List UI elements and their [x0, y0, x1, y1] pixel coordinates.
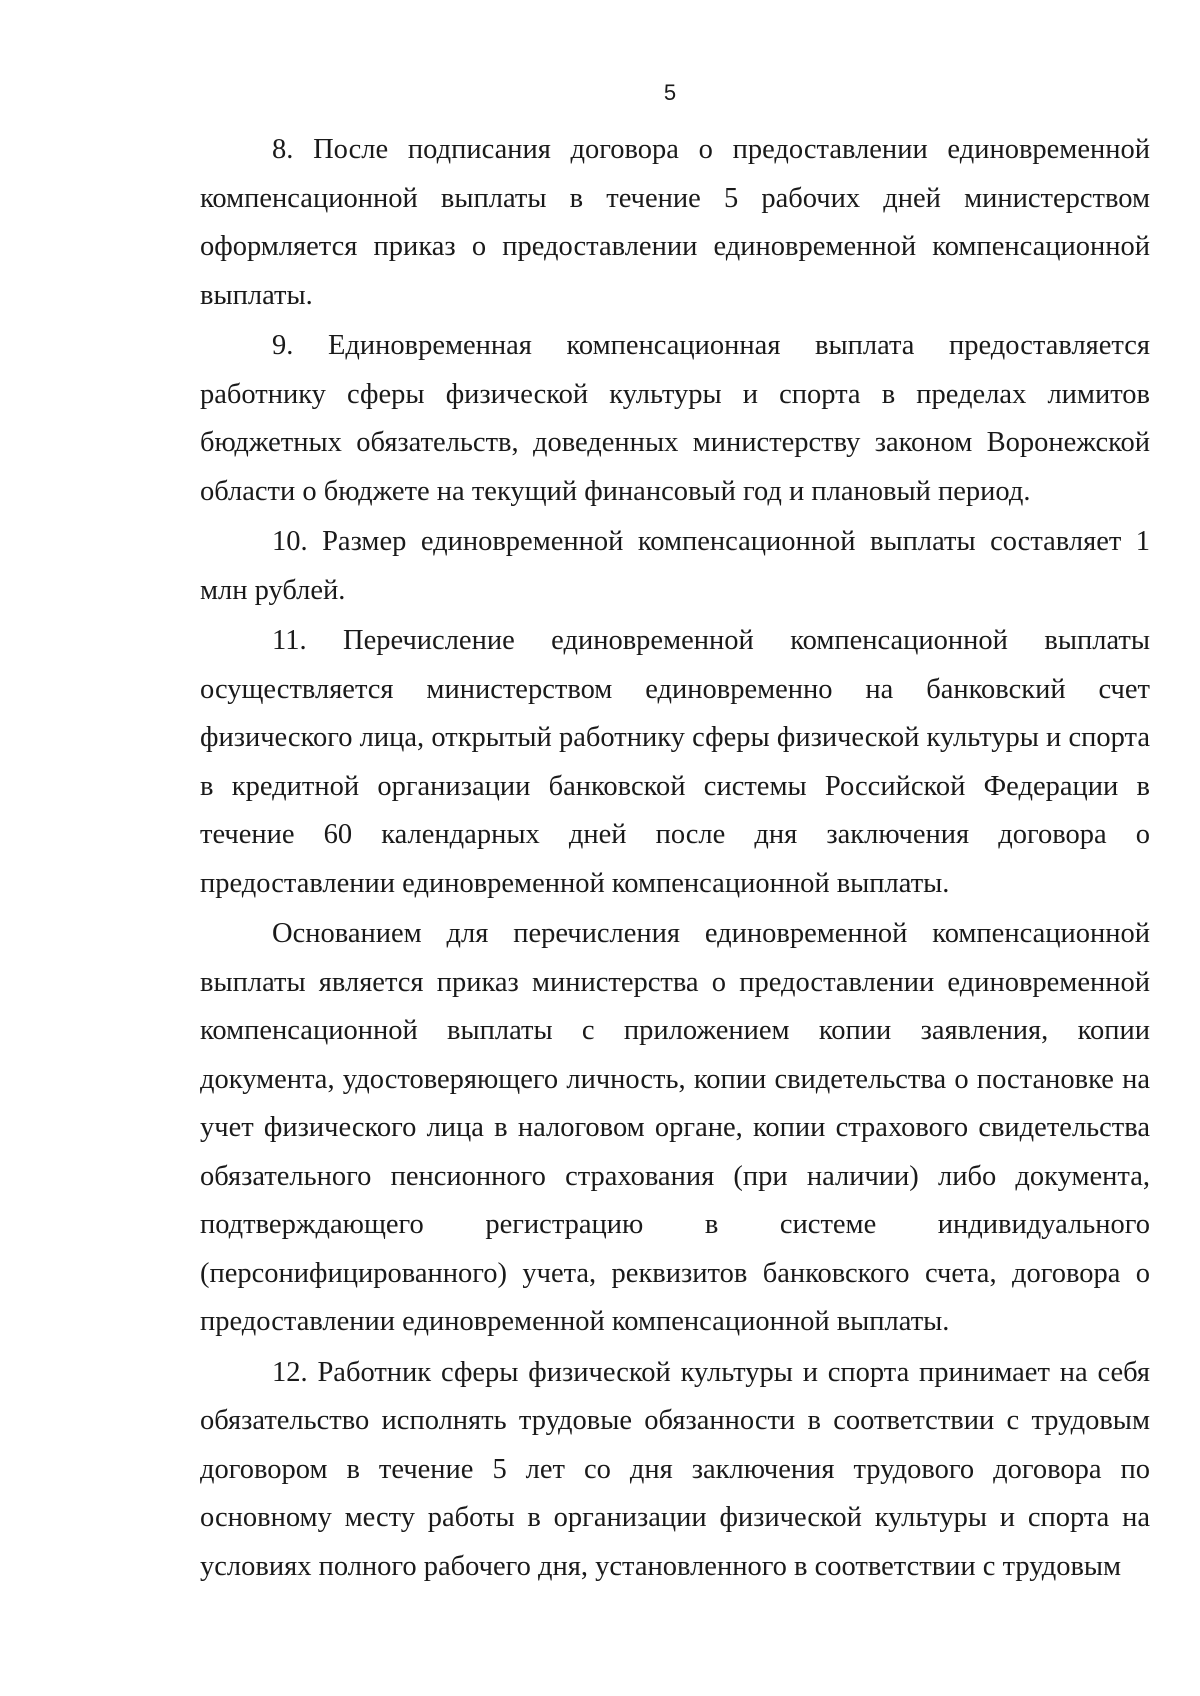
- page-number: 5: [663, 80, 677, 105]
- paragraph-11: 11. Перечисление единовременной компенсационной выплаты осуществляется министерством единовременно на банковский счет физического лица, открытый работнику сферы физической культуры и спорта в кредитной организации банковской системы Российской Федерации в течение 60 календарных дней после дня заключения договора о предоставлении единовременной компенсационной выплаты.: [200, 625, 1150, 899]
- paragraph-10: 10. Размер единовременной компенсационной выплаты составляет 1 млн рублей.: [200, 526, 1150, 606]
- paragraph-11-basis: Основанием для перечисления единовременной компенсационной выплаты является приказ министерства о предоставлении единовременной компенсационной выплаты с приложением копии заявления, копии документа, удостоверяющего личность, копии свидетельства о постановке на учет физического лица в налоговом органе, копии страхового свидетельства обязательного пенсионного страхования (при наличии) либо документа, подтверждающего регистрацию в системе индивидуального (персонифицированного) учета, реквизитов банковского счета, договора о предоставлении единовременной компенсационной выплаты.: [200, 918, 1150, 1337]
- paragraph-12: 12. Работник сферы физической культуры и спорта принимает на себя обязательство исполнять трудовые обязанности в соответствии с трудовым договором в течение 5 лет со дня заключения трудового договора по основному месту работы в организации физической культуры и спорта на условиях полного рабочего дня, установленного в соответствии с трудовым: [200, 1356, 1150, 1582]
- paragraph-8: 8. После подписания договора о предоставлении единовременной компенсационной выплаты в течение 5 рабочих дней министерством оформляется приказ о предоставлении единовременной компенсационной выплаты.: [200, 134, 1150, 311]
- document-body: [200, 126, 1150, 1591]
- paragraph-9: 9. Единовременная компенсационная выплата предоставляется работнику сферы физической культуры и спорта в пределах лимитов бюджетных обязательств, доведенных министерству законом Воронежской области о бюджете на текущий финансовый год и плановый период.: [200, 330, 1150, 507]
